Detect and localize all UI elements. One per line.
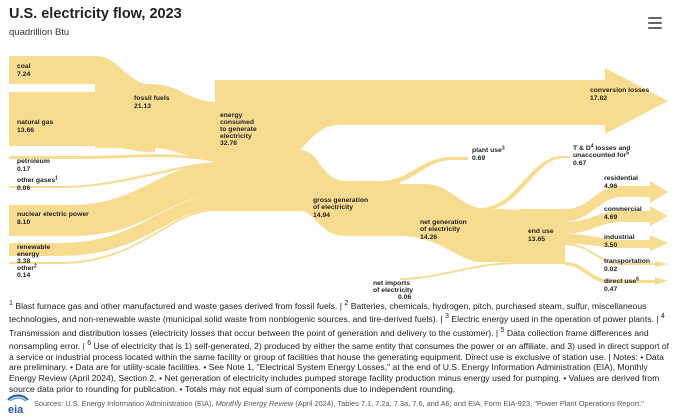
label-plant-use-name: plant use$^3$	[472, 145, 505, 154]
label-renewable-name2: energy	[17, 251, 40, 258]
label-commercial-name: commercial	[604, 206, 642, 213]
label-renewable-value: 3.38	[17, 258, 31, 265]
label-energy-consumed-value: 32.76	[220, 140, 238, 147]
label-other-name: other$^2$	[17, 263, 37, 272]
label-petroleum-name: petroleum	[17, 158, 50, 165]
footnote-2: $^2$ Batteries, chemicals, hydrogen, pitch, purchased steam, sulfur, miscellaneous technologies, and non-renewable waste (municipal solid waste from nonbiogenic sources, and tire-derived fuels). |	[9, 299, 647, 325]
footnotes	[9, 298, 671, 394]
label-other-gases-name: other gases$^1$	[17, 175, 58, 184]
flow-net-imports	[400, 262, 520, 280]
footnote-1: $^1$ Blast furnace gas and other manufactured and waste gases derived from fossil fuels. |	[9, 299, 345, 311]
flow-plant-use	[380, 157, 468, 183]
label-commercial-value: 4.69	[604, 214, 618, 221]
label-net-imports-2: of electricity	[373, 287, 414, 294]
label-td-losses-1: T & $D^4$ losses and	[573, 143, 631, 152]
label-energy-consumed-2: consumed	[220, 119, 254, 126]
footnote-6: $^6$ Use of electricity that is 1) self-generated, 2) produced by either the same entity that consumes the power or an affiliate, and 3) used in direct support of a service or industrial process located within the same facility or group of facilities that house the generating equipment. Direct use is exclusive of station use. | Notes: • Data are preliminary. • Data are for utility-scale facilities. • See Note 1, "Electrical System Energy Losses," at the end of U.S. Energy Information Administration (EIA), Monthly Energy Review (April 2024), Section 2. • Net generation of electricity includes pumped storage facility production minus energy used for pumping. • Values are derived from source data prior to rounding for publication. • Totals may not equal sum of components due to independent rounding.	[9, 339, 670, 394]
label-net-imports-1: net imports	[373, 280, 411, 287]
label-gross-generation-1: gross generation	[313, 197, 369, 204]
label-end-use-name: end use	[528, 228, 554, 235]
page-subtitle: quadrillion Btu	[9, 27, 70, 38]
page-title: U.S. electricity flow, 2023	[9, 6, 182, 22]
label-residential-value: 4.96	[604, 183, 618, 190]
label-renewable-name1: renewable	[17, 244, 51, 251]
label-industrial-name: industrial	[604, 234, 635, 241]
label-residential-name: residential	[604, 175, 638, 182]
flow-nuclear	[9, 164, 215, 236]
footnote-4: $^4$ Transmission and distribution losses (electricity losses that occur between the point of generation and delivery to the customer). |	[9, 312, 665, 338]
label-energy-consumed-3: to generate	[220, 126, 257, 133]
flow-bands	[9, 56, 668, 285]
label-coal-value: 7.24	[17, 71, 31, 78]
label-transportation-value: 0.02	[604, 266, 618, 273]
label-plant-use-value: 0.69	[472, 155, 486, 162]
label-net-imports-value: 0.06	[398, 294, 412, 300]
label-nuclear-value: 8.10	[17, 219, 31, 226]
footnote-5: $^5$ Data collection frame differences and nonsampling error. |	[9, 325, 649, 352]
label-direct-use-value: 0.47	[604, 286, 618, 293]
label-industrial-value: 3.50	[604, 242, 618, 249]
flow-td-losses	[480, 156, 570, 210]
label-net-generation-value: 14.26	[420, 234, 438, 241]
label-energy-consumed-1: energy	[220, 112, 243, 119]
label-td-losses-2: unaccounted for$^5$	[573, 150, 630, 159]
label-td-losses-value: 0.67	[573, 160, 587, 167]
label-fossil-fuels-name: fossil fuels	[134, 95, 170, 102]
label-end-use-value: 13.65	[528, 236, 546, 243]
flow-gross-generation	[300, 150, 400, 236]
label-fossil-fuels-value: 21.13	[134, 103, 152, 110]
label-energy-consumed-4: electricity	[220, 133, 252, 140]
label-net-generation-2: of electricity	[420, 226, 461, 233]
svg-text:eia: eia	[8, 404, 24, 415]
label-conversion-losses-value: 17.82	[590, 95, 608, 102]
label-coal-name: coal	[17, 63, 31, 70]
eia-logo-icon	[5, 393, 31, 415]
label-net-generation-1: net generation	[420, 219, 467, 226]
source-citation: Sources: U.S. Energy Information Administration (EIA), Monthly Energy Review (April 2024), Tables 7.1, 7.2a, 7.3a, 7.6, and A6; and EIA, Form EIA-923, "Power Plant Operations Report."	[34, 399, 644, 408]
label-nuclear-name: nuclear electric power	[17, 211, 89, 218]
label-natural-gas-value: 13.66	[17, 127, 35, 134]
label-transportation-name: transportation	[604, 258, 651, 265]
label-gross-generation-value: 14.94	[313, 212, 331, 219]
label-natural-gas-name: natural gas	[17, 119, 54, 126]
label-other-gases-value: 0.06	[17, 185, 31, 192]
label-conversion-losses-name: conversion losses	[590, 87, 650, 94]
label-petroleum-value: 0.17	[17, 166, 31, 173]
label-gross-generation-2: of electricity	[313, 204, 354, 211]
label-direct-use-name: direct use$^6$	[604, 276, 639, 285]
footnote-3: $^3$ Electric energy used in the operation of power plants. |	[444, 312, 661, 325]
flow-conversion-losses	[300, 68, 668, 150]
label-other-value: 0.14	[17, 272, 31, 279]
